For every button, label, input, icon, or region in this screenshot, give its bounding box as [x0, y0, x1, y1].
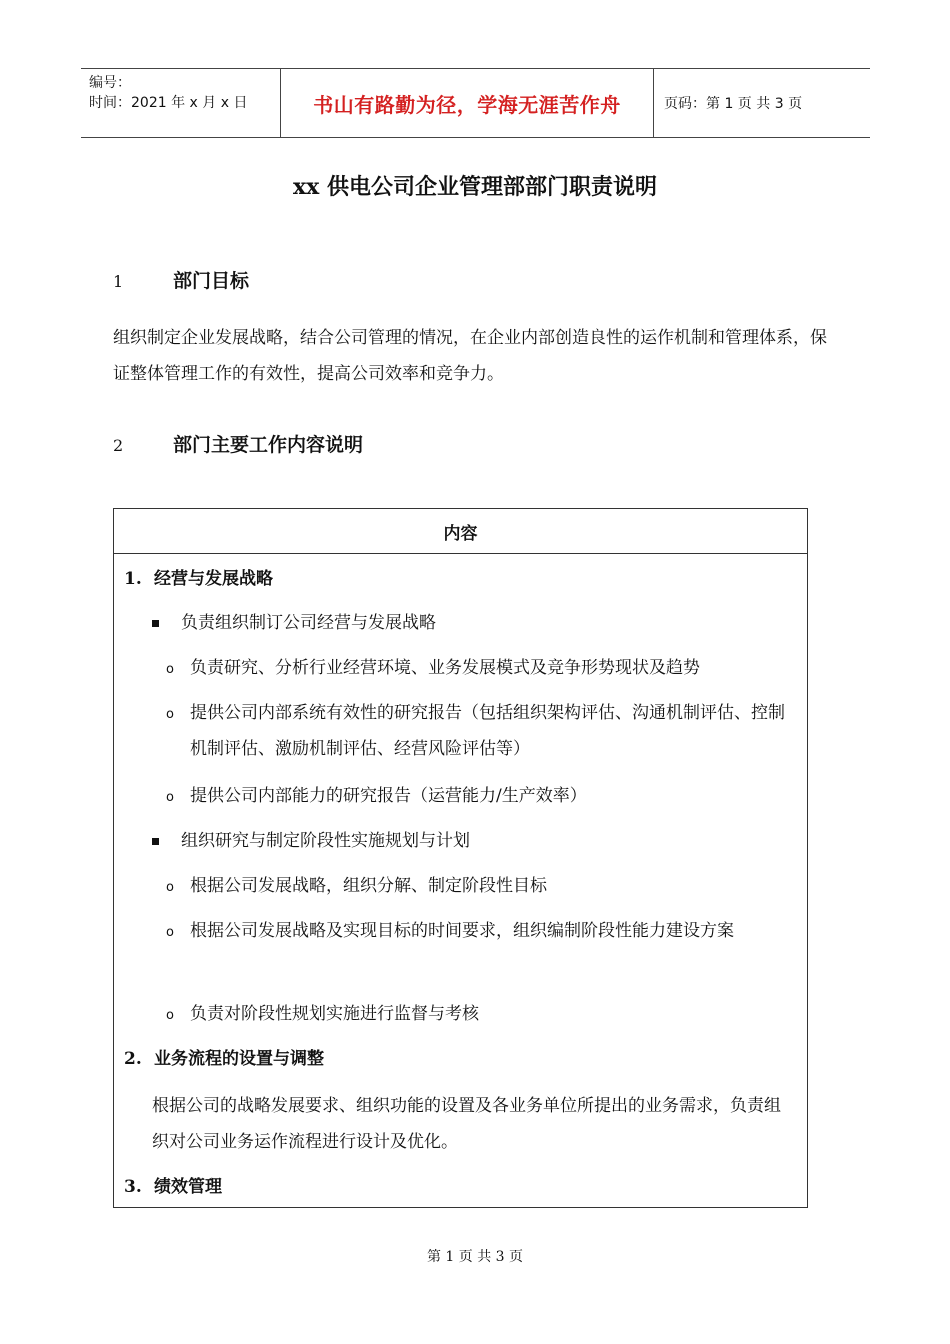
- bullet-item: [152, 605, 436, 641]
- item-title: 经营与发展战略: [154, 569, 273, 589]
- section-title: 部门目标: [173, 270, 250, 292]
- sub-bullet-item: [166, 868, 796, 906]
- section-number: 2: [113, 436, 124, 455]
- item-title: 业务流程的设置与调整: [154, 1049, 324, 1069]
- sub-bullet-text: 提供公司内部系统有效性的研究报告（包括组织架构评估、沟通机制评估、控制机制评估、激励机制评估、经营风险评估等）: [190, 703, 785, 759]
- item-number: 2.: [124, 1049, 142, 1069]
- sub-bullet-item: [166, 913, 796, 951]
- square-bullet-icon: [152, 620, 159, 627]
- sub-bullet-item: [166, 650, 796, 688]
- section-heading-1: [113, 266, 249, 293]
- circle-bullet-icon: o: [166, 925, 174, 940]
- item-title: 绩效管理: [154, 1177, 222, 1197]
- circle-bullet-icon: o: [166, 1008, 174, 1023]
- square-bullet-icon: [152, 838, 159, 845]
- section-heading-2: [113, 430, 363, 457]
- item-number: 1.: [124, 569, 142, 589]
- item-2-paragraph: 根据公司的战略发展要求、组织功能的设置及各业务单位所提出的业务需求，负责组织对公司业务运作流程进行设计及优化。: [152, 1096, 781, 1152]
- header-motto: 书山有路勤为径，学海无涯苦作舟: [281, 69, 654, 137]
- section-1-paragraph: 组织制定企业发展战略，结合公司管理的情况，在企业内部创造良性的运作机制和管理体系，保证整体管理工作的有效性，提高公司效率和竞争力。: [113, 328, 827, 384]
- sub-bullet-item: [166, 778, 796, 816]
- bullet-item: [152, 823, 470, 859]
- sub-bullet-text: 提供公司内部能力的研究报告（运营能力/生产效率）: [190, 786, 587, 806]
- document-number-label: 编号：: [89, 75, 131, 91]
- sub-bullet-item: [166, 695, 796, 767]
- circle-bullet-icon: o: [166, 662, 174, 677]
- document-title: xx 供电公司企业管理部部门职责说明: [293, 174, 657, 200]
- sub-bullet-item: [166, 996, 796, 1034]
- list-item-1: [124, 561, 273, 597]
- item-number: 3.: [124, 1177, 142, 1197]
- list-item-2: [124, 1041, 324, 1077]
- section-number: 1: [113, 272, 124, 291]
- header-page-info: 页码：第 1 页 共 3 页: [664, 96, 803, 112]
- bullet-text: 组织研究与制定阶段性实施规划与计划: [181, 831, 470, 851]
- table-header: 内容: [114, 509, 807, 554]
- sub-bullet-text: 负责对阶段性规划实施进行监督与考核: [190, 1004, 479, 1024]
- sub-bullet-text: 根据公司发展战略，组织分解、制定阶段性目标: [190, 876, 547, 896]
- document-date-label: 时间：2021 年 x 月 x 日: [89, 95, 248, 111]
- circle-bullet-icon: o: [166, 790, 174, 805]
- circle-bullet-icon: o: [166, 707, 174, 722]
- sub-bullet-text: 根据公司发展战略及实现目标的时间要求，组织编制阶段性能力建设方案: [190, 921, 734, 941]
- document-header: [81, 68, 870, 138]
- list-item-3: [124, 1169, 222, 1205]
- bullet-text: 负责组织制订公司经营与发展战略: [181, 613, 436, 633]
- section-title: 部门主要工作内容说明: [173, 434, 364, 456]
- header-meta: [81, 69, 281, 137]
- page-footer: 第 1 页 共 3 页: [426, 1249, 524, 1265]
- content-table: [113, 508, 808, 1208]
- circle-bullet-icon: o: [166, 880, 174, 895]
- sub-bullet-text: 负责研究、分析行业经营环境、业务发展模式及竞争形势现状及趋势: [190, 658, 700, 678]
